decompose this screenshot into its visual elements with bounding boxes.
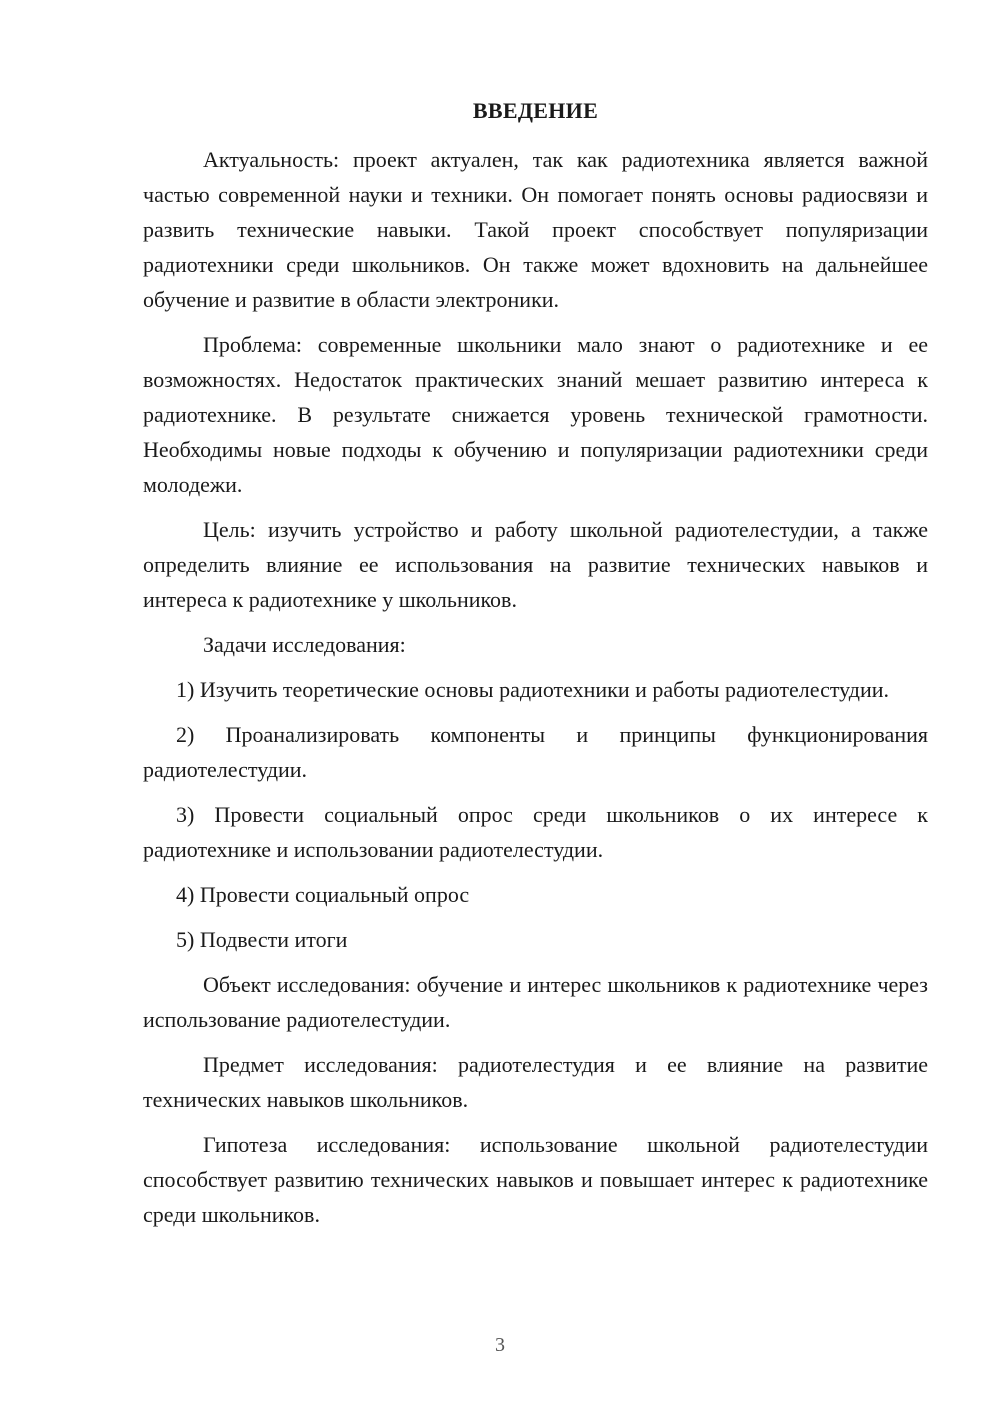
goal-paragraph: Цель: изучить устройство и работу школьной радиотелестудии, а также определить влияние ее использования на развитие технических навыков и интереса к радиотехнике у школьников. <box>143 517 928 612</box>
task-item: 5) Подвести итоги <box>176 927 348 952</box>
document-page <box>143 94 928 1232</box>
tasks-heading: Задачи исследования: <box>203 632 406 657</box>
hypothesis-paragraph: Гипотеза исследования: использование школьной радиотелестудии способствует развитию технических навыков и повышает интерес к радиотехнике среди школьников. <box>143 1132 928 1227</box>
subject-paragraph: Предмет исследования: радиотелестудия и ее влияние на развитие технических навыков школьников. <box>143 1052 928 1112</box>
task-item: 3) Провести социальный опрос среди школьников о их интересе к радиотехнике и использовании радиотелестудии. <box>143 802 928 862</box>
task-item: 1) Изучить теоретические основы радиотехники и работы радиотелестудии. <box>176 677 890 702</box>
section-title: ВВЕДЕНИЕ <box>472 98 599 123</box>
task-item: 2) Проанализировать компоненты и принципы функционирования радиотелестудии. <box>143 722 928 782</box>
problem-paragraph: Проблема: современные школьники мало знают о радиотехнике и ее возможностях. Недостаток практических знаний мешает развитию интереса к радиотехнике. В результате снижается уровень технической грамотности. Необходимы новые подходы к обучению и популяризации радиотехники среди молодежи. <box>143 332 928 497</box>
relevance-paragraph: Актуальность: проект актуален, так как радиотехника является важной частью современной науки и техники. Он помогает понять основы радиосвязи и развить технические навыки. Такой проект способствует популяризации радиотехники среди школьников. Он также может вдохновить на дальнейшее обучение и развитие в области электроники. <box>143 147 928 312</box>
object-paragraph: Объект исследования: обучение и интерес школьников к радиотехнике через использование радиотелестудии. <box>143 972 928 1032</box>
task-item: 4) Провести социальный опрос <box>176 882 470 907</box>
page-number: 3 <box>495 1334 505 1356</box>
